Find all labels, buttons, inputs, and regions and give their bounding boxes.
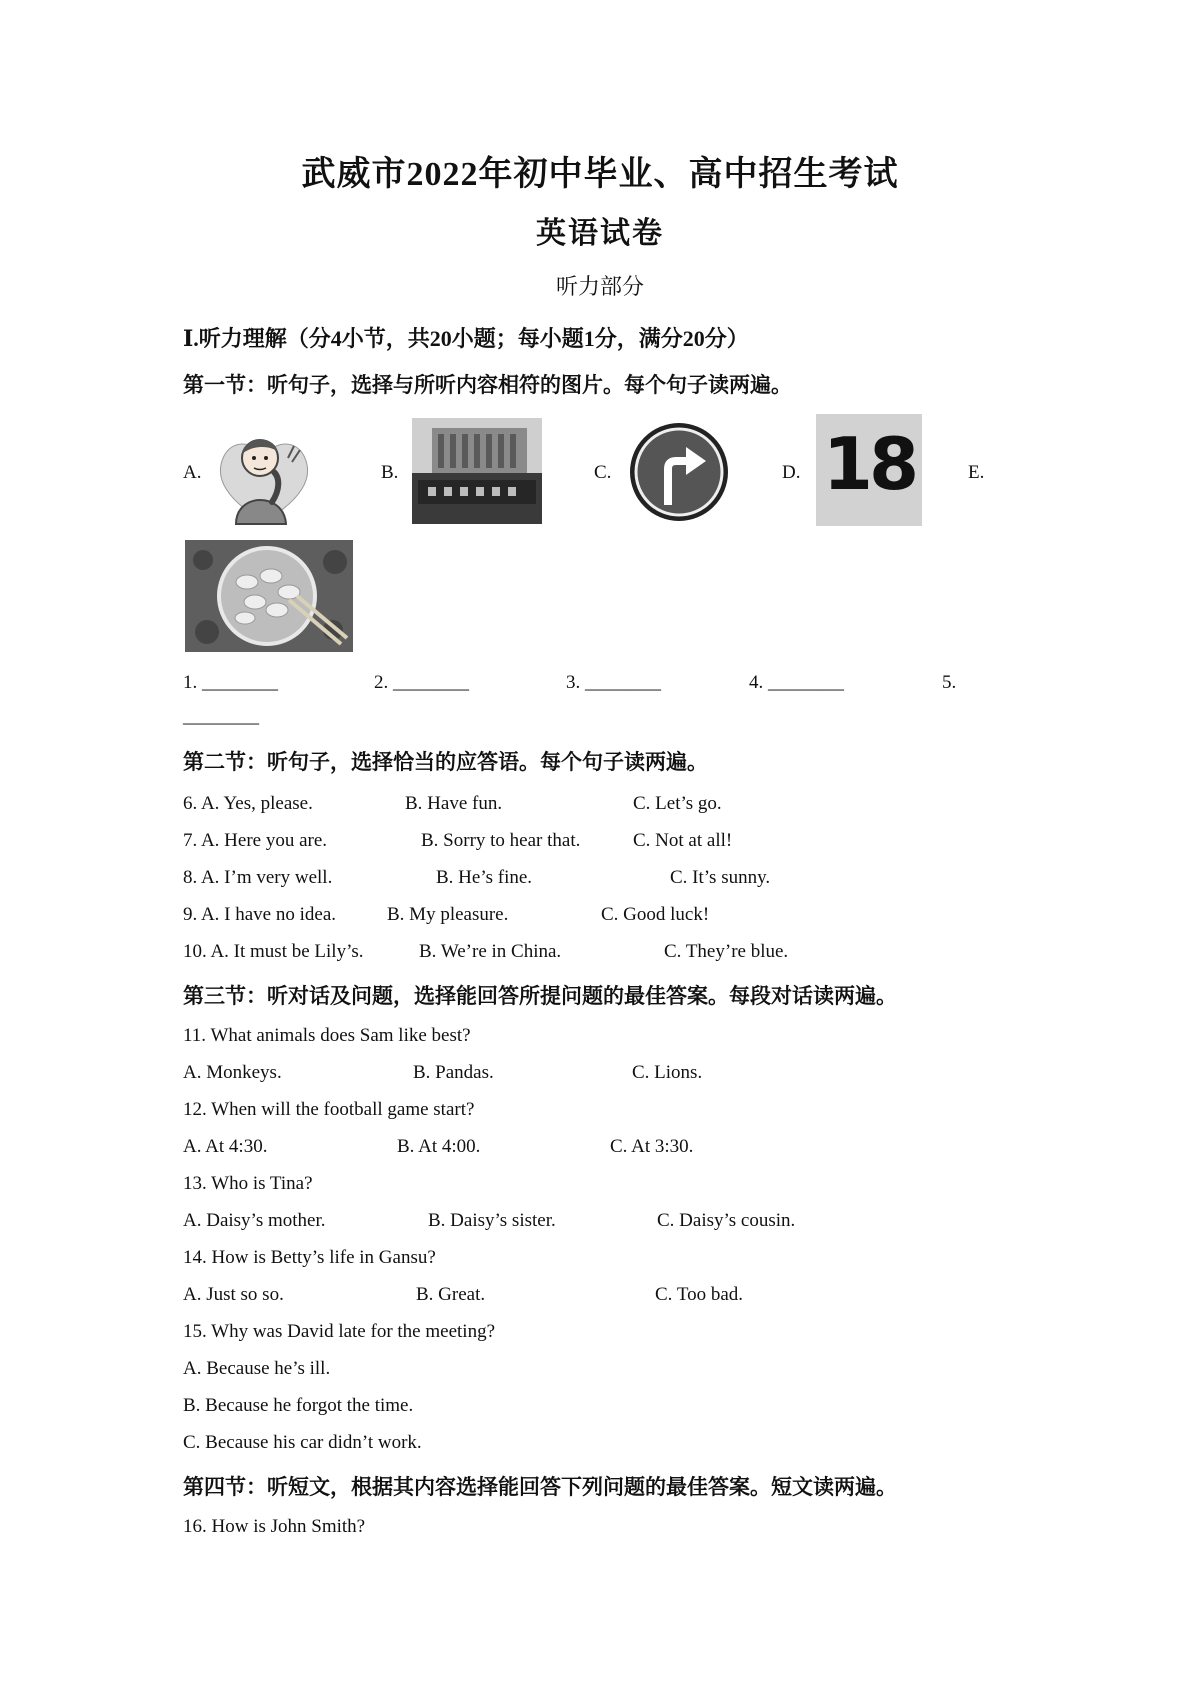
q14-option-b: B. Great. <box>416 1284 486 1305</box>
q11-option-b: B. Pandas. <box>413 1062 494 1083</box>
q13-question: 13. Who is Tina? <box>183 1173 313 1194</box>
q6-option-a: 6. A. Yes, please. <box>183 793 313 814</box>
section1-title: 第一节：听句子，选择与所听内容相符的图片。每个句子读两遍。 <box>183 373 792 397</box>
q8-option-b: B. He’s fine. <box>436 867 533 888</box>
section4-title: 第四节：听短文，根据其内容选择能回答下列问题的最佳答案。短文读两遍。 <box>183 1475 897 1499</box>
q9-option-b: B. My pleasure. <box>387 904 509 925</box>
blank-4[interactable]: 4. ________ <box>749 672 844 693</box>
blank-3[interactable]: 3. ________ <box>566 672 661 693</box>
q10-option-b: B. We’re in China. <box>419 941 562 962</box>
q6-option-b: B. Have fun. <box>405 793 503 814</box>
q7-option-c: C. Not at all! <box>633 830 733 851</box>
q10-option-c: C. They’re blue. <box>664 941 789 962</box>
picture-c-turn-right-sign <box>628 421 730 523</box>
q12-option-b: B. At 4:00. <box>397 1136 481 1157</box>
q7-option-b: B. Sorry to hear that. <box>421 830 581 851</box>
q13-option-a: A. Daisy’s mother. <box>183 1210 326 1231</box>
number-18: 18 <box>822 422 916 506</box>
q10-option-a: 10. A. It must be Lily’s. <box>183 941 364 962</box>
q13-option-b: B. Daisy’s sister. <box>428 1210 556 1231</box>
q15-question: 15. Why was David late for the meeting? <box>183 1321 495 1342</box>
picture-label-b: B. <box>381 462 399 483</box>
q15-option-a: A. Because he’s ill. <box>183 1358 331 1379</box>
q9-option-c: C. Good luck! <box>601 904 710 925</box>
listening-heading: Ⅰ.听力理解（分4小节，共20小题；每小题1分，满分20分） <box>183 326 749 351</box>
q11-option-c: C. Lions. <box>632 1062 703 1083</box>
exam-title: 武威市2022年初中毕业、高中招生考试 <box>301 156 899 193</box>
blank-5[interactable]: ________ <box>183 706 259 727</box>
q12-option-a: A. At 4:30. <box>183 1136 268 1157</box>
q7-option-a: 7. A. Here you are. <box>183 830 328 851</box>
q6-option-c: C. Let’s go. <box>633 793 722 814</box>
q12-option-c: C. At 3:30. <box>610 1136 694 1157</box>
q9-option-a: 9. A. I have no idea. <box>183 904 337 925</box>
section2-title: 第二节：听句子，选择恰当的应答语。每个句子读两遍。 <box>183 750 708 774</box>
q14-option-a: A. Just so so. <box>183 1284 284 1305</box>
picture-label-c: C. <box>594 462 612 483</box>
q12-question: 12. When will the football game start? <box>183 1099 475 1120</box>
picture-label-a: A. <box>183 462 202 483</box>
picture-a-boy-thinking <box>214 418 314 526</box>
q8-option-a: 8. A. I’m very well. <box>183 867 333 888</box>
exam-subtitle: 英语试卷 <box>536 217 664 250</box>
picture-d-number-sign <box>816 414 922 526</box>
blank-2[interactable]: 2. ________ <box>374 672 469 693</box>
q15-option-b: B. Because he forgot the time. <box>183 1395 414 1416</box>
q11-question: 11. What animals does Sam like best? <box>183 1025 471 1046</box>
picture-b-library-building <box>412 418 542 524</box>
picture-label-d: D. <box>782 462 801 483</box>
q11-option-a: A. Monkeys. <box>183 1062 282 1083</box>
q14-question: 14. How is Betty’s life in Gansu? <box>183 1247 436 1268</box>
picture-label-e: E. <box>968 462 985 483</box>
q16-question: 16. How is John Smith? <box>183 1516 366 1537</box>
picture-e-dumplings <box>185 540 353 652</box>
q14-option-c: C. Too bad. <box>655 1284 744 1305</box>
blank-1[interactable]: 1. ________ <box>183 672 278 693</box>
blank-5-number: 5. <box>942 672 957 693</box>
section3-title: 第三节：听对话及问题，选择能回答所提问题的最佳答案。每段对话读两遍。 <box>183 984 897 1008</box>
q15-option-c: C. Because his car didn’t work. <box>183 1432 422 1453</box>
q8-option-c: C. It’s sunny. <box>670 867 771 888</box>
q13-option-c: C. Daisy’s cousin. <box>657 1210 796 1231</box>
part-title: 听力部分 <box>555 274 644 299</box>
